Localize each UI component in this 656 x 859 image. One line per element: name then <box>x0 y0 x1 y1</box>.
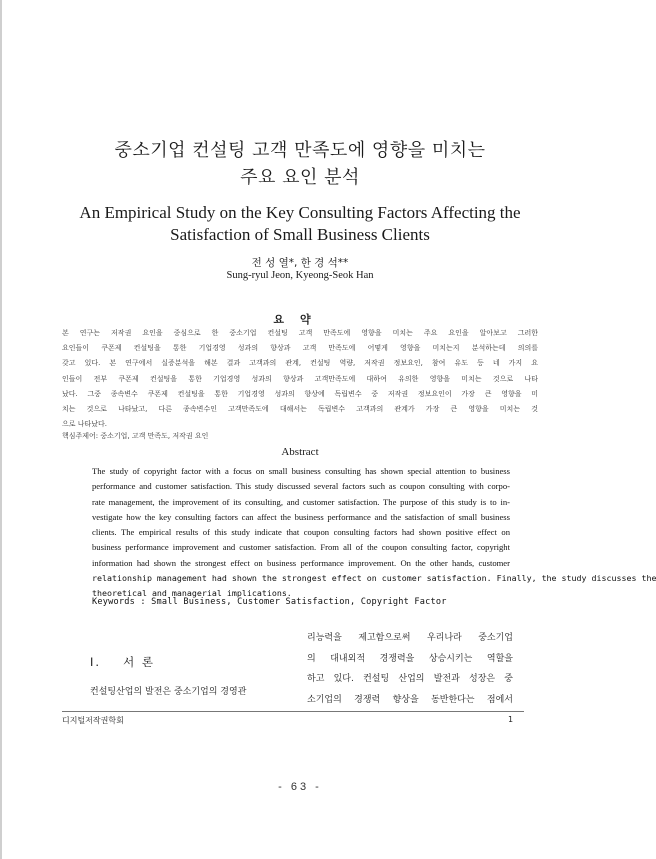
english-abstract-heading: Abstract <box>281 446 319 458</box>
right-column-line: 의 대내외적 경쟁력을 상승시키는 역할을 <box>307 653 513 664</box>
scan-edge <box>0 0 2 859</box>
english-abstract <box>92 464 656 602</box>
korean-abstract-line: 으로 나타났다. <box>62 420 108 429</box>
korean-abstract-line: 인들이 전부 쿠폰제 컨설팅을 통한 기업경영 성과의 향상과 고객만족도에 대하여 유의한 영향을 미치는 것으로 나타 <box>62 374 538 383</box>
english-abstract-line: clients. The empirical results of this study indicate that coupon consulting factors had shown positive effect on <box>92 527 510 538</box>
english-keywords: Keywords : Small Business, Customer Satisfaction, Copyright Factor <box>92 597 447 607</box>
page-number: - 63 - <box>278 781 322 793</box>
right-column-line: 소기업의 경쟁력 향상을 동반한다는 점에서 <box>307 694 513 705</box>
korean-abstract-heading: 요약 <box>273 313 327 326</box>
authors-english: Sung-ryul Jeon, Kyeong-Seok Han <box>226 270 374 281</box>
english-abstract-line: business performance improvement and customer satisfaction. From all of the coupon consulting factor, copyright <box>92 542 510 553</box>
footer-column-page: 1 <box>508 715 514 724</box>
section-number: Ⅰ. <box>90 655 102 669</box>
english-abstract-line: The study of copyright factor with a focus on small business consulting has shown special attention to business <box>92 466 510 476</box>
korean-abstract-line: 났다. 그중 종속변수 쿠폰제 컨설팅을 통한 기업경영 성과의 향상에 독립변수 중 저작권 정보요인이 가장 큰 영향을 미 <box>62 389 538 398</box>
english-abstract-line: information had shown the strongest effect on business performance improvement. On the other hands, customer <box>92 557 510 568</box>
korean-abstract-line: 갖고 있다. 본 연구에서 실증분석을 해본 결과 고객과의 관계, 컨설팅 역량, 저작권 정보요인, 참여 유도 등 네 가지 요 <box>62 359 538 368</box>
korean-abstract <box>62 326 538 432</box>
english-abstract-line: rate management, the improvement of its consulting, and customer satisfaction. The purpose of this study is to in- <box>92 496 510 507</box>
left-column-text: 컨설팅산업의 발전은 중소기업의 경영관 <box>90 687 247 697</box>
english-abstract-line: performance and customer satisfaction. This study discussed several factors such as coupon consulting with corpo- <box>92 481 510 492</box>
korean-keywords: 핵심주제어: 중소기업, 고객 만족도, 저작권 요인 <box>62 432 209 440</box>
english-title-line-2: Satisfaction of Small Business Clients <box>170 225 430 244</box>
english-abstract-line: theoretical and managerial implications. <box>92 588 292 599</box>
footer-divider <box>62 711 524 712</box>
right-column-line: 하고 있다. 컨설팅 산업의 발전과 성장은 중 <box>307 674 513 684</box>
korean-abstract-line: 치는 것으로 나타났고, 다른 종속변수인 고객만족도에 대해서는 독립변수 고객과의 관계가 가장 큰 영향을 미치는 것 <box>62 405 538 414</box>
korean-abstract-line: 본 연구는 저작권 요인을 중심으로 한 중소기업 컨설팅 고객 만족도에 영향을 미치는 주요 요인을 알아보고 그러한 <box>62 329 538 337</box>
korean-abstract-line: 요인들이 쿠폰제 컨설팅을 통한 기업경영 성과의 향상과 고객 만족도에 어떻게 영향을 미치는지 분석하는데 의의를 <box>62 344 538 353</box>
korean-title-line-1: 중소기업 컨설팅 고객 만족도에 영향을 미치는 <box>114 140 486 161</box>
english-abstract-line: relationship management had shown the strongest effect on customer satisfaction. Finally, the study discusses the <box>92 573 656 584</box>
english-title-line-1: An Empirical Study on the Key Consulting Factors Affecting the <box>79 203 521 222</box>
english-abstract-line: vestigate how the key consulting factors can affect the business performance and the satisfaction of small business <box>92 511 510 522</box>
section-title: 서 론 <box>123 655 155 669</box>
authors-korean: 전 성 열*, 한 경 석** <box>251 257 349 269</box>
right-column-line: 리능력을 제고함으로써 우리나라 중소기업 <box>307 633 513 643</box>
section-heading <box>90 654 155 670</box>
korean-title-line-2: 주요 요인 분석 <box>240 167 360 188</box>
footer-society-name: 디지털저작권학회 <box>62 716 124 725</box>
right-column-text <box>307 628 513 710</box>
